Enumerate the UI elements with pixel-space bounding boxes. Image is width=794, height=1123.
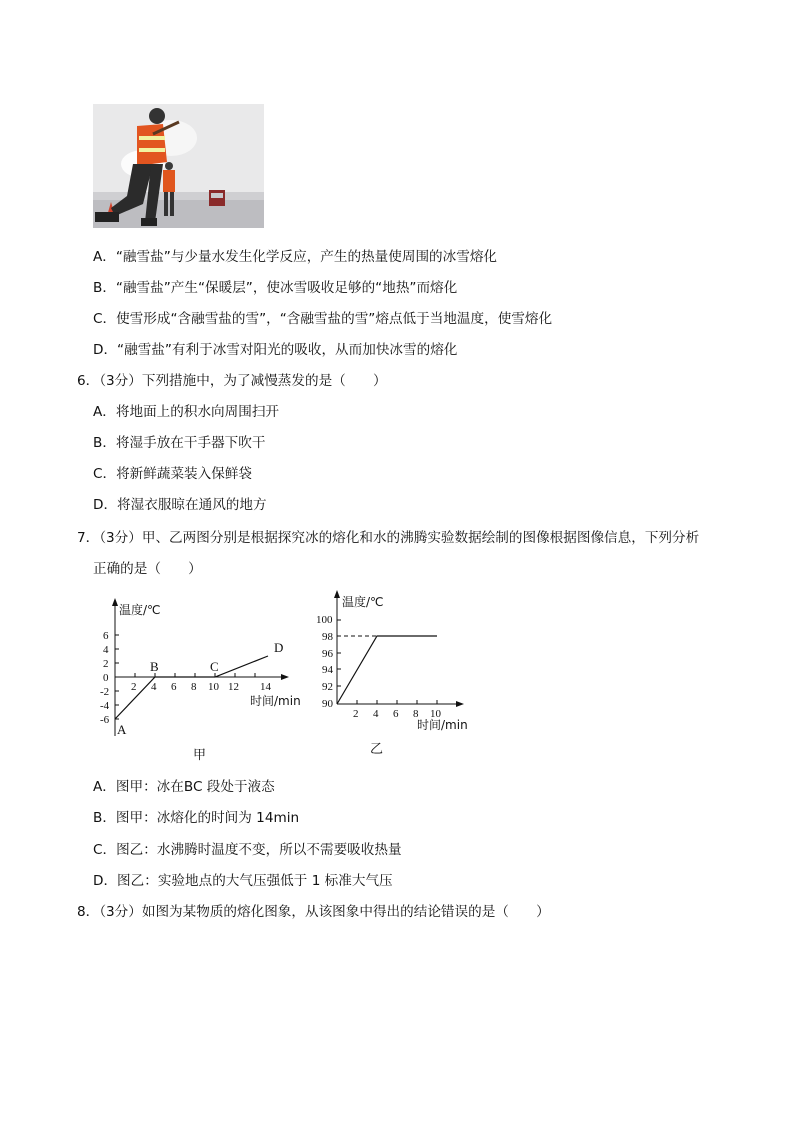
- y-axis-arrow: [334, 590, 340, 598]
- q7-option-b: B．图甲：冰熔化的时间为 14min: [93, 810, 300, 826]
- x-tick: 12: [228, 681, 239, 693]
- x-tick: 8: [413, 708, 419, 720]
- y-tick: 6: [103, 630, 109, 642]
- q5-option-d: D．“融雪盐”有利于冰雪对阳光的吸收，从而加快冰雪的熔化: [93, 342, 458, 358]
- graph-yi: [316, 586, 486, 736]
- x-tick: 2: [353, 708, 359, 720]
- x-tick: 10: [430, 708, 441, 720]
- y-tick: 94: [322, 664, 333, 676]
- y-tick: 92: [322, 681, 333, 693]
- q6-option-a: A．将地面上的积水向周围扫开: [93, 404, 280, 420]
- q5-option-a: A．“融雪盐”与少量水发生化学反应，产生的热量使周围的冰雪熔化: [93, 249, 498, 265]
- q6-option-d: D．将湿衣服晾在通风的地方: [93, 497, 267, 513]
- x-tick: 10: [208, 681, 219, 693]
- q7-option-d: D．图乙：实验地点的大气压强低于 1 标准大气压: [93, 873, 393, 889]
- graph-jia-caption: 甲: [193, 748, 207, 763]
- x-axis-label: 时间/min: [250, 694, 301, 708]
- x-tick: 4: [373, 708, 379, 720]
- x-tick: 14: [260, 681, 271, 693]
- graph-jia: [100, 598, 320, 748]
- y-axis-arrow: [112, 598, 118, 606]
- y-tick: -4: [100, 700, 110, 712]
- y-tick: 98: [322, 631, 333, 643]
- q5-option-b: B．“融雪盐”产生“保暖层”，使冰雪吸收足够的“地热”而熔化: [93, 280, 458, 296]
- x-tick: 6: [171, 681, 177, 693]
- y-tick: 2: [103, 658, 109, 670]
- x-axis-arrow: [281, 674, 289, 680]
- x-axis-arrow: [456, 701, 464, 707]
- snow-salt-photo: [93, 104, 264, 228]
- q5-option-c: C．使雪形成“含融雪盐的雪”，“含融雪盐的雪”熔点低于当地温度，使雪熔化: [93, 311, 553, 327]
- q7-stem-line1: 7．（3分）甲、乙两图分别是根据探究冰的熔化和水的沸腾实验数据绘制的图像根据图像信息，下列分析: [77, 530, 700, 546]
- y-tick: 100: [316, 614, 333, 626]
- boiling-curve: [337, 636, 437, 704]
- q6-stem: 6．（3分）下列措施中，为了减慢蒸发的是（ ）: [77, 373, 387, 389]
- point-label-d: D: [274, 640, 284, 655]
- y-tick: -2: [100, 686, 110, 698]
- x-tick: 2: [131, 681, 137, 693]
- y-tick: 0: [103, 672, 109, 684]
- q8-stem: 8．（3分）如图为某物质的熔化图象，从该图象中得出的结论错误的是（ ）: [77, 904, 550, 920]
- y-axis-label: 温度/℃: [119, 603, 161, 617]
- x-tick: 8: [191, 681, 197, 693]
- x-tick: 6: [393, 708, 399, 720]
- q6-option-c: C．将新鲜蔬菜装入保鲜袋: [93, 466, 253, 482]
- y-tick: 4: [103, 644, 109, 656]
- y-axis-label: 温度/℃: [342, 595, 384, 609]
- point-label-c: C: [210, 659, 219, 674]
- q7-option-a: A．图甲：冰在BC 段处于液态: [93, 779, 275, 795]
- y-tick: 90: [322, 698, 333, 710]
- q7-option-c: C．图乙：水沸腾时温度不变，所以不需要吸收热量: [93, 842, 402, 858]
- q7-stem-line2: 正确的是（ ）: [93, 561, 202, 577]
- graph-yi-caption: 乙: [370, 742, 384, 757]
- y-tick: 96: [322, 648, 333, 660]
- point-label-a: A: [117, 722, 127, 737]
- point-label-b: B: [150, 659, 159, 674]
- y-tick: -6: [100, 714, 110, 726]
- x-tick: 4: [151, 681, 157, 693]
- q6-option-b: B．将湿手放在干手器下吹干: [93, 435, 266, 451]
- x-axis-label: 时间/min: [417, 718, 468, 732]
